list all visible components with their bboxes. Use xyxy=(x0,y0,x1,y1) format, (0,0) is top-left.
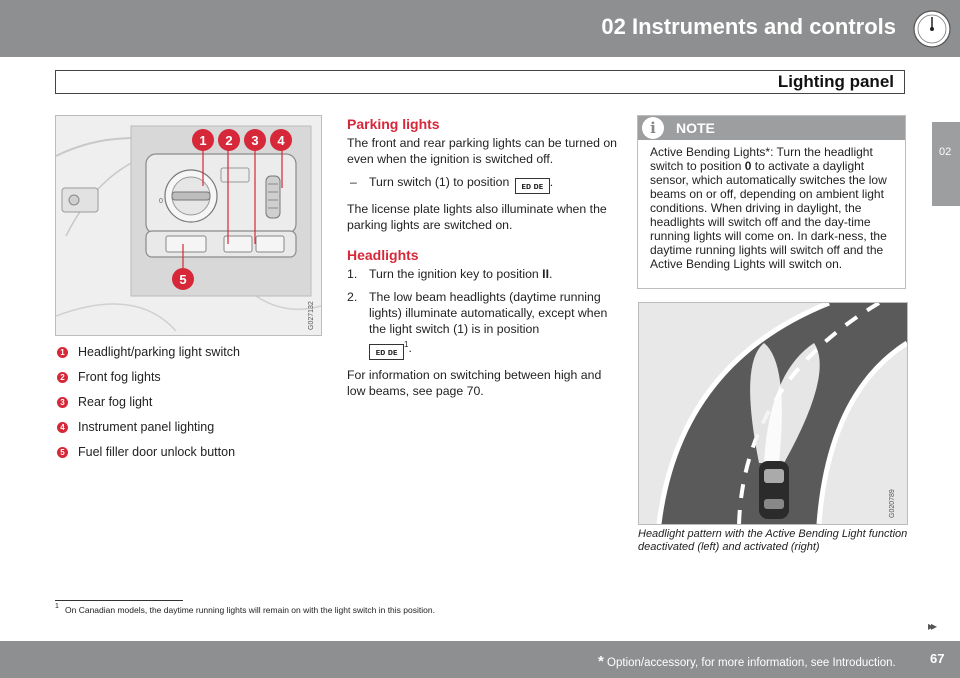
chapter-tab xyxy=(932,122,960,206)
svg-text:1: 1 xyxy=(199,133,207,148)
high-low-beam-text: For information on switching between high and low beams, see page 70. xyxy=(347,368,602,399)
legend-item xyxy=(57,369,327,394)
figure-caption: Headlight pattern with the Active Bending Light function deactivated (left) and activated (right) xyxy=(638,528,908,553)
footnote-rule xyxy=(55,600,183,601)
legend-item xyxy=(57,444,327,469)
ignition-position: II xyxy=(542,267,550,281)
figure-code: G027132 xyxy=(308,301,315,330)
legend-number: 3 xyxy=(57,397,68,408)
dash-marker: – xyxy=(350,175,357,189)
bending-light-drawing xyxy=(639,303,907,524)
page-header xyxy=(0,0,960,57)
svg-text:2: 2 xyxy=(225,133,233,148)
page-footer xyxy=(0,641,960,678)
legend-number: 4 xyxy=(57,422,68,433)
footnote-mark: 1 xyxy=(55,603,59,610)
chapter-title: 02 Instruments and controls xyxy=(601,14,896,39)
svg-text:4: 4 xyxy=(277,133,285,148)
footer-note xyxy=(598,653,896,670)
callout-3 xyxy=(244,129,266,151)
legend-label: Headlight/parking light switch xyxy=(78,345,240,359)
callout-2 xyxy=(218,129,240,151)
headlight-symbol-icon: ᴇᴅ ᴅᴇ xyxy=(369,344,404,360)
legend-item xyxy=(57,419,327,444)
figure-code: G020789 xyxy=(889,489,896,518)
info-icon: i xyxy=(642,117,664,139)
section-bar xyxy=(55,70,905,94)
callout-5 xyxy=(172,268,194,290)
legend-label: Fuel filler door unlock button xyxy=(78,445,236,459)
section-title: Lighting panel xyxy=(777,72,894,91)
parking-lights-intro: The front and rear parking lights can be turned on even when the ignition is switched off. xyxy=(347,136,618,166)
step-number: 1. xyxy=(347,267,358,281)
legend-item xyxy=(57,344,327,369)
headlights-step-2: 2. The low beam headlights (daytime running lights) illuminate automatically, except when the light switch (1) is in position ᴇᴅ ᴅᴇ$^1$. xyxy=(347,289,617,360)
footnote-ref[interactable]: 1 xyxy=(404,340,409,349)
footnote-text: On Canadian models, the daytime running lights will remain on with the light switch in this position. xyxy=(65,605,435,615)
parking-lights-step: – Turn switch (1) to position ᴇᴅ ᴅᴇ . xyxy=(347,174,617,194)
legend-label: Rear fog light xyxy=(78,395,153,409)
svg-text:5: 5 xyxy=(179,272,187,287)
legend-label: Instrument panel lighting xyxy=(78,420,215,434)
legend-number: 1 xyxy=(57,347,68,358)
note-position-value: 0 xyxy=(744,159,752,173)
figure-legend xyxy=(57,344,327,469)
license-plate-text: The license plate lights also illuminate when the parking lights are switched on. xyxy=(347,202,607,232)
note-body xyxy=(650,145,898,271)
note-text-end: to activate a daylight sensor, which automatically switches the low beams on or off, depending on ambient light conditions. When driving in daylight, the headlights will switch off and the day-time running lights will come on. In dark-ness, the daytime running lights will switch off and the Active Bending Lights will switch on. xyxy=(650,159,887,271)
chapter-tab-label: 02 xyxy=(939,146,952,158)
note-title: NOTE xyxy=(676,120,715,136)
note-header xyxy=(638,116,905,140)
callout-4 xyxy=(270,129,292,151)
parking-lights-heading: Parking lights xyxy=(347,116,440,132)
gauge-icon xyxy=(912,9,952,49)
step-text: The low beam headlights (daytime running lights) illuminate automatically, except when the light switch (1) is in position xyxy=(369,290,608,336)
step-text: Turn the ignition key to position xyxy=(369,267,539,281)
step-number: 2. xyxy=(347,290,358,304)
next-page-arrows-icon[interactable]: ▸▸ xyxy=(928,619,935,633)
headlights-heading: Headlights xyxy=(347,247,419,263)
step-text: Turn switch (1) to position xyxy=(369,175,510,189)
lighting-panel-illustration xyxy=(55,115,322,336)
legend-number: 5 xyxy=(57,447,68,458)
note-box xyxy=(637,115,906,289)
svg-text:3: 3 xyxy=(251,133,259,148)
headlights-step-1: 1. Turn the ignition key to position II. xyxy=(347,267,553,281)
footer-text: Option/accessory, for more information, see Introduction. xyxy=(603,657,896,669)
legend-number: 2 xyxy=(57,372,68,383)
parking-light-symbol-icon: ᴇᴅ ᴅᴇ xyxy=(515,178,550,194)
note-text-start: Active Bending Lights*: Turn the headlight switch to position xyxy=(650,145,873,173)
legend-item xyxy=(57,394,327,419)
page-number: 67 xyxy=(930,651,945,666)
svg-text:0: 0 xyxy=(159,198,163,205)
main-text-column xyxy=(347,116,617,406)
callout-1 xyxy=(192,129,214,151)
lighting-panel-drawing xyxy=(56,116,321,335)
legend-label: Front fog lights xyxy=(78,370,161,384)
footer-star: * xyxy=(598,653,604,670)
road-illustration xyxy=(638,302,908,525)
